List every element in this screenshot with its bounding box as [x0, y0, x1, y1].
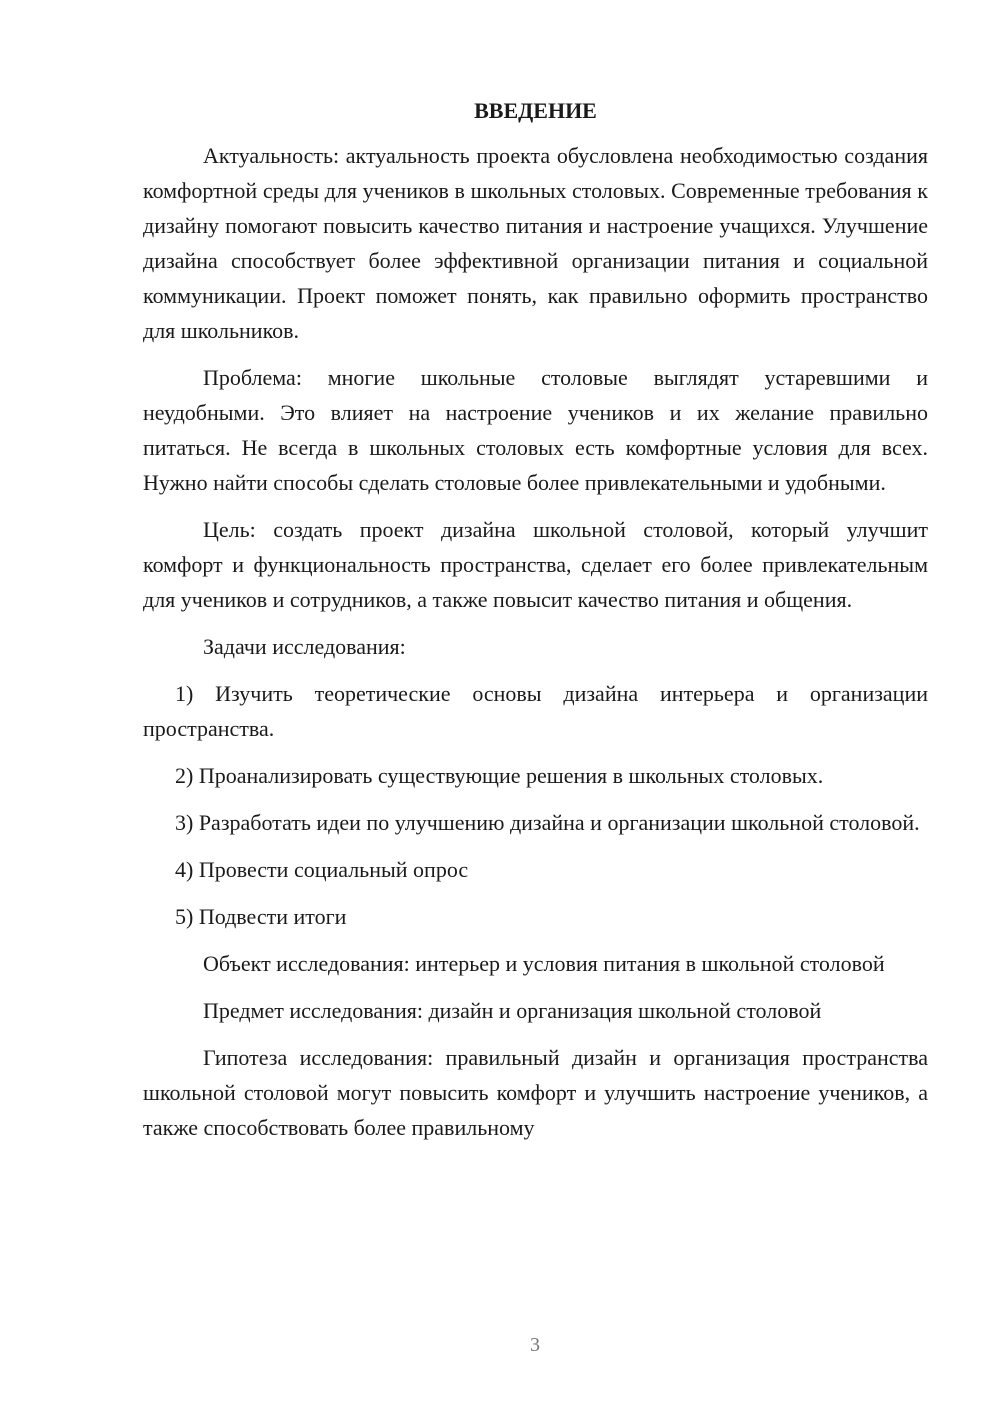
problem-paragraph: Проблема: многие школьные столовые выглядят устаревшими и неудобными. Это влияет на настроение учеников и их желание правильно питаться. Не всегда в школьных столовых есть комфортные условия для всех. Нужно найти способы сделать столовые более привлекательными и удобными.	[143, 365, 928, 495]
hypothesis-paragraph: Гипотеза исследования: правильный дизайн и организация пространства школьной столовой могут повысить комфорт и улучшить настроение учеников, а также способствовать более правильному	[143, 1045, 928, 1140]
object-paragraph: Объект исследования: интерьер и условия питания в школьной столовой	[203, 951, 885, 976]
goal-paragraph: Цель: создать проект дизайна школьной столовой, который улучшит комфорт и функциональность пространства, сделает его более привлекательным для учеников и сотрудников, а также повысит качество питания и общения.	[143, 517, 928, 612]
task-item-2: 2) Проанализировать существующие решения в школьных столовых.	[175, 763, 824, 788]
subject-paragraph: Предмет исследования: дизайн и организация школьной столовой	[203, 998, 822, 1023]
page-number: 3	[530, 1334, 540, 1356]
tasks-heading: Задачи исследования:	[203, 634, 406, 659]
document-page	[143, 96, 928, 1145]
relevance-paragraph: Актуальность: актуальность проекта обусловлена необходимостью создания комфортной среды для учеников в школьных столовых. Современные требования к дизайну помогают повысить качество питания и настроение учащихся. Улучшение дизайна способствует более эффективной организации питания и социальной коммуникации. Проект поможет понять, как правильно оформить пространство для школьников.	[143, 143, 928, 343]
task-item-5: 5) Подвести итоги	[175, 904, 347, 929]
task-item-3: 3) Разработать идеи по улучшению дизайна и организации школьной столовой.	[175, 810, 920, 835]
task-item-4: 4) Провести социальный опрос	[175, 857, 469, 882]
page-title: ВВЕДЕНИЕ	[474, 98, 597, 123]
task-item-1: 1) Изучить теоретические основы дизайна интерьера и организации пространства.	[143, 681, 928, 741]
